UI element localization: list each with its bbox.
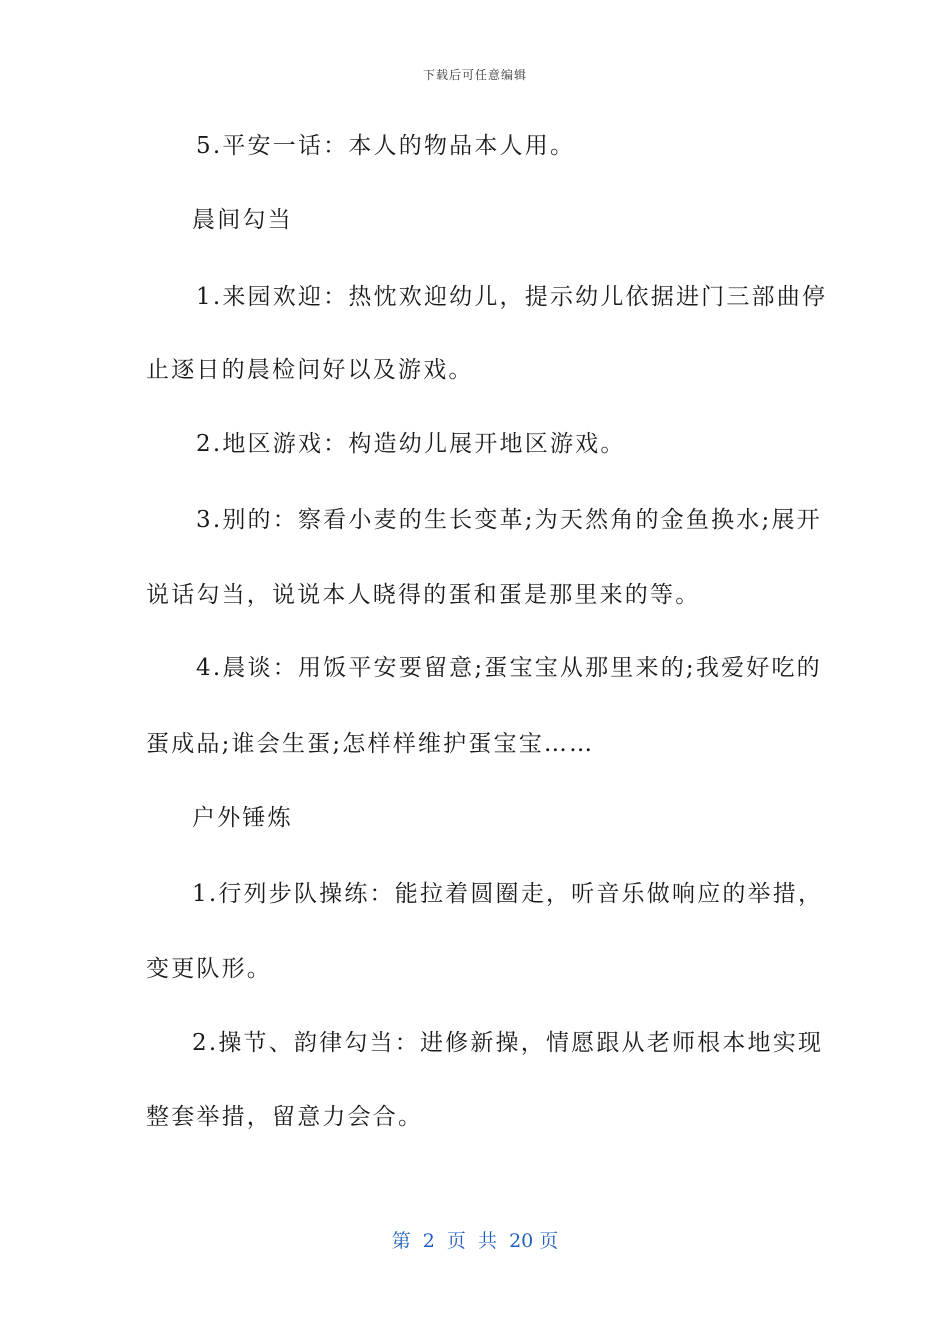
- text-line: 2.操节、韵律勾当：进修新操，情愿跟从老师根本地实现: [192, 1030, 824, 1056]
- page-number: 第 2 页 共 20 页: [391, 1230, 559, 1252]
- download-note: 下载后可任意编辑: [422, 68, 527, 82]
- section-heading: 户外锤炼: [192, 805, 293, 831]
- text-line: 1.行列步队操练：能拉着圆圈走，听音乐做响应的举措，: [192, 881, 824, 907]
- text-line: 蛋成品;谁会生蛋;怎样样维护蛋宝宝……: [146, 731, 595, 757]
- section-heading: 晨间勾当: [192, 207, 293, 233]
- text-line: 止逐日的晨检问好以及游戏。: [146, 357, 474, 383]
- text-line: 1.来园欢迎：热忱欢迎幼儿，提示幼儿依据进门三部曲停: [196, 284, 828, 310]
- text-line: 4.晨谈：用饭平安要留意;蛋宝宝从那里来的;我爱好吃的: [196, 655, 822, 681]
- text-line: 5.平安一话：本人的物品本人用。: [196, 133, 576, 159]
- text-line: 3.别的：察看小麦的生长变革;为天然角的金鱼换水;展开: [196, 507, 822, 533]
- text-line: 2.地区游戏：构造幼儿展开地区游戏。: [196, 431, 626, 457]
- text-line: 整套举措，留意力会合。: [146, 1104, 424, 1130]
- text-line: 说话勾当，说说本人晓得的蛋和蛋是那里来的等。: [146, 582, 701, 608]
- text-line: 变更队形。: [146, 956, 272, 982]
